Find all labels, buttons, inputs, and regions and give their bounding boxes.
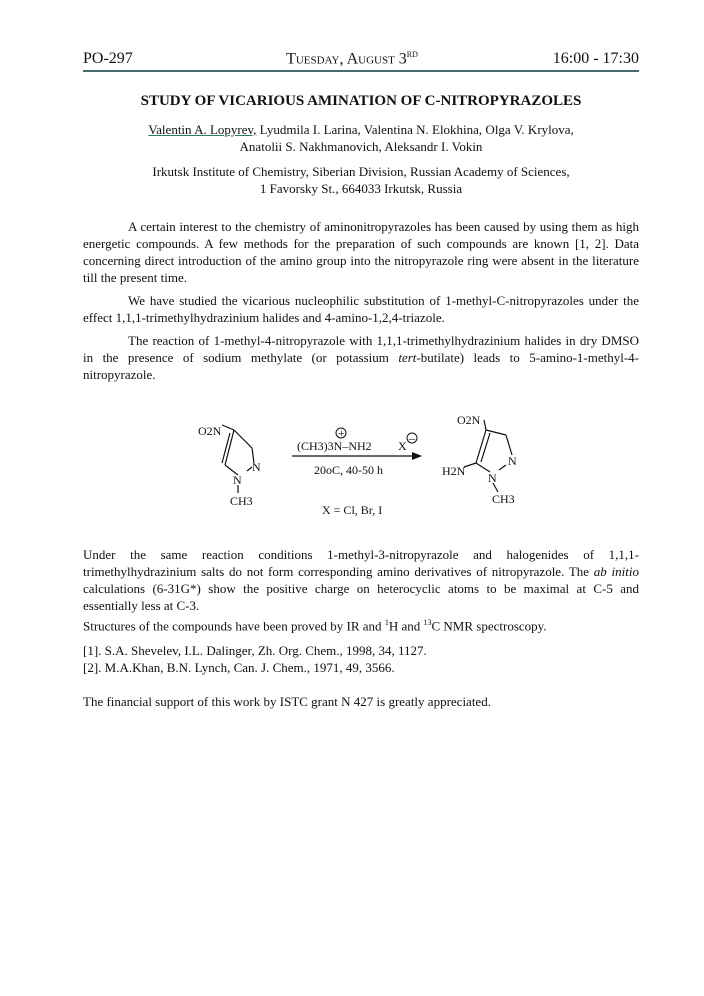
structure-proof: Structures of the compounds have been proved by IR and $^1$H and $^{13}$C NMR spectroscopy.	[83, 618, 547, 634]
acknowledgement: The financial support of this work by ISTC grant N 427 is greatly appreciated.	[83, 694, 491, 709]
svg-text:N: N	[233, 473, 242, 487]
paragraph-3: The reaction of 1-methyl-4-nitropyrazole with 1,1,1-trimethylhydrazinium halides in dry DMSO in the presence of sodium methylate (or potassium tert-butilate) leads to 5-amino-1-methyl-4-nitropyrazole.	[83, 333, 639, 382]
svg-text:+: +	[338, 426, 345, 440]
svg-text:CH3: CH3	[492, 492, 515, 506]
methyl-label: CH3	[230, 494, 253, 508]
amino-label: H2N	[442, 464, 466, 478]
reagent-label: (CH3)3N–NH2	[297, 439, 372, 453]
svg-text:N: N	[488, 471, 497, 485]
svg-text:N: N	[508, 454, 517, 468]
paragraph-2: We have studied the vicarious nucleophilic substitution of 1-methyl-C-nitropyrazoles under the effect 1,1,1-trimethylhydrazinium halides and 4-amino-1,2,4-triazole.	[83, 293, 639, 325]
header-rule	[83, 70, 639, 72]
reaction-scheme	[190, 405, 540, 535]
results-text	[83, 546, 639, 634]
reference-2: [2]. M.A.Khan, B.N. Lynch, Can. J. Chem., 1971, 49, 3566.	[83, 660, 395, 675]
svg-text:–: –	[409, 431, 415, 445]
session-date: Tuesday, August 3RD	[286, 50, 418, 68]
svg-text:X: X	[398, 439, 407, 453]
svg-text:N: N	[252, 460, 261, 474]
references	[83, 642, 639, 676]
body-paragraphs	[83, 218, 639, 383]
nitro-label: O2N	[198, 424, 222, 438]
paper-title: STUDY OF VICARIOUS AMINATION OF C-NITROPYRAZOLES	[140, 93, 582, 109]
halide-definition: X = Cl, Br, I	[322, 503, 383, 517]
reference-1: [1]. S.A. Shevelev, I.L. Dalinger, Zh. Org. Chem., 1998, 34, 1127.	[83, 643, 427, 658]
authors: Valentin A. Lopyrev, Lyudmila I. Larina, Valentina N. Elokhina, Olga V. Krylova, Anatolii S. Nakhmanovich, Aleksandr I. Vokin	[148, 122, 574, 154]
results-paragraph: Under the same reaction conditions 1-methyl-3-nitropyrazole and halogenides of 1,1,1-trimethylhydrazinium salts do not form corresponding amino derivatives of nitropyrazole. The ab initio calculations (6-31G*) show the positive charge on heterocyclic atoms to be maximal at C-5 and essentially less at C-3.	[83, 547, 639, 613]
session-time: 16:00 - 17:30	[552, 50, 639, 67]
svg-text:O2N: O2N	[457, 413, 481, 427]
conditions-label: 20oC, 40-50 h	[314, 463, 383, 477]
abstract-code: PO-297	[83, 50, 133, 67]
paragraph-1: A certain interest to the chemistry of aminonitropyrazoles has been caused by using them as high energetic compounds. A few methods for the preparation of such compounds are known [1, 2]. Data concerning direct introduction of the amino group into the nitropyrazole ring were absent in the literature till the present time.	[83, 219, 639, 285]
affiliation: Irkutsk Institute of Chemistry, Siberian Division, Russian Academy of Sciences, 1 Favorsky St., 664033 Irkutsk, Russia	[152, 164, 570, 196]
presenting-author: Valentin A. Lopyrev,	[148, 122, 257, 137]
